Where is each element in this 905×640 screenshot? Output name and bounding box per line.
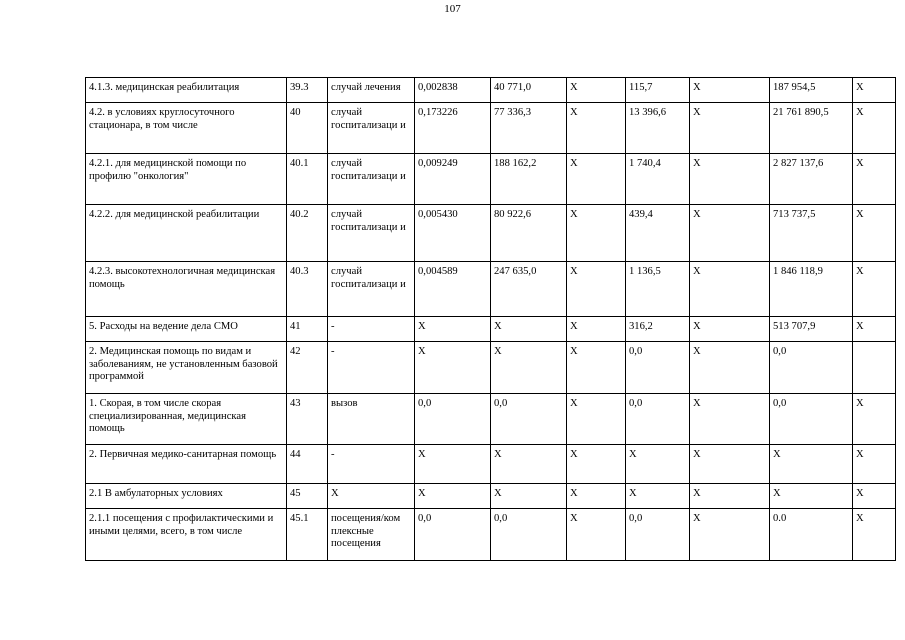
cell-cost-norm: 188 162,2 — [491, 154, 567, 205]
row-unit: - — [328, 445, 415, 484]
cell-col-5: X — [690, 205, 770, 262]
cell-col-7: X — [853, 317, 896, 342]
cell-volume-norm: 0,005430 — [415, 205, 491, 262]
cell-col-7: X — [853, 205, 896, 262]
cell-col-7: X — [853, 78, 896, 103]
row-unit: посещения/ком плексные посещения — [328, 509, 415, 561]
cell-volume-norm: 0,004589 — [415, 262, 491, 317]
row-name: 2.1 В амбулаторных условиях — [86, 484, 287, 509]
cell-total-cost: 187 954,5 — [770, 78, 853, 103]
cell-cost-norm: 247 635,0 — [491, 262, 567, 317]
cell-volume-norm: 0,173226 — [415, 103, 491, 154]
row-name: 4.2.1. для медицинской помощи по профилю "онкология" — [86, 154, 287, 205]
cell-col-3: X — [567, 205, 626, 262]
table-row — [86, 103, 896, 154]
cell-total-cost: 21 761 890,5 — [770, 103, 853, 154]
cell-col-5: X — [690, 509, 770, 561]
cell-col-7: X — [853, 262, 896, 317]
row-code: 40.2 — [287, 205, 328, 262]
cell-col-3: X — [567, 445, 626, 484]
cell-col-7: X — [853, 103, 896, 154]
row-code: 45.1 — [287, 509, 328, 561]
cell-per-capita: 0,0 — [626, 342, 690, 394]
cell-per-capita: 439,4 — [626, 205, 690, 262]
table-row — [86, 509, 896, 561]
cell-total-cost: 0,0 — [770, 342, 853, 394]
cell-volume-norm: X — [415, 317, 491, 342]
cell-col-7: X — [853, 445, 896, 484]
cell-col-3: X — [567, 78, 626, 103]
cell-total-cost: 2 827 137,6 — [770, 154, 853, 205]
cell-per-capita: 0,0 — [626, 394, 690, 445]
cell-total-cost: X — [770, 484, 853, 509]
cell-total-cost: 0,0 — [770, 394, 853, 445]
row-unit: случай госпитализаци и — [328, 205, 415, 262]
cell-volume-norm: X — [415, 342, 491, 394]
cell-col-5: X — [690, 445, 770, 484]
cell-col-7: X — [853, 484, 896, 509]
cell-col-3: X — [567, 509, 626, 561]
table-row — [86, 394, 896, 445]
row-name: 5. Расходы на ведение дела СМО — [86, 317, 287, 342]
cell-volume-norm: 0,0 — [415, 509, 491, 561]
cell-col-3: X — [567, 103, 626, 154]
table-row — [86, 78, 896, 103]
row-code: 40.1 — [287, 154, 328, 205]
cell-col-7: X — [853, 394, 896, 445]
cell-total-cost: 713 737,5 — [770, 205, 853, 262]
cell-col-3: X — [567, 154, 626, 205]
row-code: 42 — [287, 342, 328, 394]
cell-col-5: X — [690, 78, 770, 103]
cell-col-3: X — [567, 262, 626, 317]
cell-cost-norm: 0,0 — [491, 394, 567, 445]
cell-col-5: X — [690, 262, 770, 317]
cell-per-capita: X — [626, 484, 690, 509]
row-name: 2. Первичная медико-санитарная помощь — [86, 445, 287, 484]
cell-col-5: X — [690, 154, 770, 205]
row-name: 4.2. в условиях круглосуточного стационара, в том числе — [86, 103, 287, 154]
cell-cost-norm: X — [491, 317, 567, 342]
cell-col-3: X — [567, 317, 626, 342]
cell-col-5: X — [690, 484, 770, 509]
cell-cost-norm: X — [491, 445, 567, 484]
table-row — [86, 484, 896, 509]
cell-col-3: X — [567, 394, 626, 445]
page-number: 107 — [444, 3, 461, 15]
row-unit: вызов — [328, 394, 415, 445]
cell-per-capita: 115,7 — [626, 78, 690, 103]
cell-col-5: X — [690, 342, 770, 394]
cell-per-capita: 13 396,6 — [626, 103, 690, 154]
row-name: 1. Скорая, в том числе скорая специализированная, медицинская помощь — [86, 394, 287, 445]
row-unit: случай госпитализаци и — [328, 154, 415, 205]
row-code: 39.3 — [287, 78, 328, 103]
cell-volume-norm: 0,009249 — [415, 154, 491, 205]
cell-col-7: X — [853, 154, 896, 205]
table-row — [86, 317, 896, 342]
cell-volume-norm: X — [415, 445, 491, 484]
cell-cost-norm: 0,0 — [491, 509, 567, 561]
table-row — [86, 262, 896, 317]
cell-volume-norm: X — [415, 484, 491, 509]
table-row — [86, 154, 896, 205]
row-unit: случай госпитализаци и — [328, 262, 415, 317]
cell-per-capita: X — [626, 445, 690, 484]
cell-total-cost: 1 846 118,9 — [770, 262, 853, 317]
row-code: 41 — [287, 317, 328, 342]
cell-cost-norm: 80 922,6 — [491, 205, 567, 262]
row-code: 40.3 — [287, 262, 328, 317]
row-name: 2.1.1 посещения с профилактическими и иными целями, всего, в том числе — [86, 509, 287, 561]
row-unit: - — [328, 342, 415, 394]
cell-col-5: X — [690, 317, 770, 342]
row-code: 44 — [287, 445, 328, 484]
row-code: 45 — [287, 484, 328, 509]
row-unit: случай лечения — [328, 78, 415, 103]
cell-total-cost: 513 707,9 — [770, 317, 853, 342]
cell-col-5: X — [690, 394, 770, 445]
cell-col-7: X — [853, 509, 896, 561]
cell-col-3: X — [567, 484, 626, 509]
cell-cost-norm: X — [491, 484, 567, 509]
row-name: 4.2.3. высокотехнологичная медицинская помощь — [86, 262, 287, 317]
row-name: 4.1.3. медицинская реабилитация — [86, 78, 287, 103]
cell-cost-norm: X — [491, 342, 567, 394]
cell-col-3: X — [567, 342, 626, 394]
cell-per-capita: 1 136,5 — [626, 262, 690, 317]
row-unit: случай госпитализаци и — [328, 103, 415, 154]
cell-cost-norm: 40 771,0 — [491, 78, 567, 103]
row-name: 4.2.2. для медицинской реабилитации — [86, 205, 287, 262]
row-code: 43 — [287, 394, 328, 445]
cell-total-cost: X — [770, 445, 853, 484]
row-unit: - — [328, 317, 415, 342]
cell-per-capita: 0,0 — [626, 509, 690, 561]
cell-total-cost: 0.0 — [770, 509, 853, 561]
row-code: 40 — [287, 103, 328, 154]
table-row — [86, 205, 896, 262]
table-row — [86, 445, 896, 484]
cell-col-5: X — [690, 103, 770, 154]
table-row — [86, 342, 896, 394]
financing-table — [85, 77, 896, 561]
row-unit: X — [328, 484, 415, 509]
cell-volume-norm: 0,0 — [415, 394, 491, 445]
cell-cost-norm: 77 336,3 — [491, 103, 567, 154]
cell-per-capita: 316,2 — [626, 317, 690, 342]
row-name: 2. Медицинская помощь по видам и заболеваниям, не установленным базовой программой — [86, 342, 287, 394]
cell-per-capita: 1 740,4 — [626, 154, 690, 205]
cell-volume-norm: 0,002838 — [415, 78, 491, 103]
cell-col-7 — [853, 342, 896, 394]
